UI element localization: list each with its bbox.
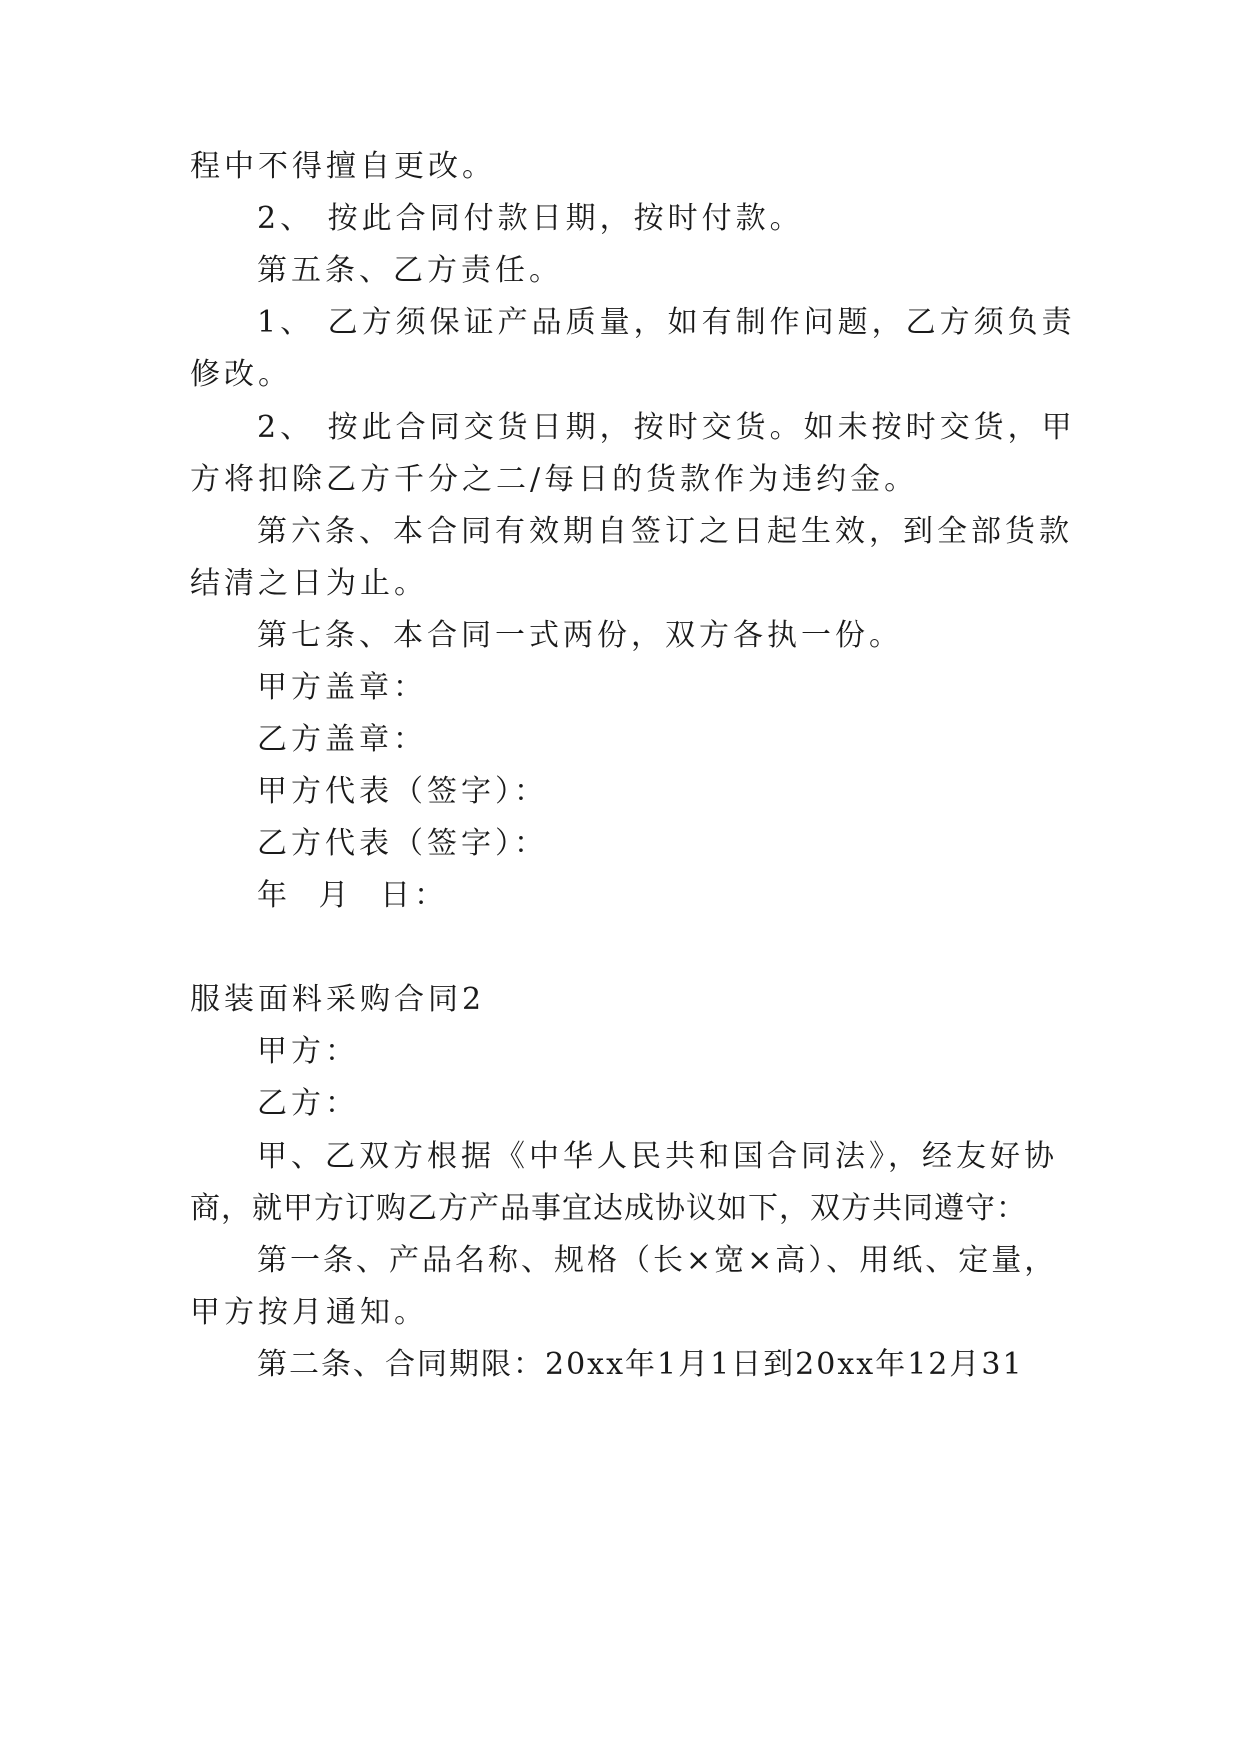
signature-field-label: 甲方盖章： — [257, 670, 427, 705]
paragraph-line: 1、 乙方须保证产品质量，如有制作问题，乙方须负责 — [257, 305, 1076, 340]
paragraph-line: 甲方按月通知。 — [190, 1295, 428, 1330]
signature-field-label: 乙方盖章： — [257, 722, 427, 757]
paragraph-line: 第六条、本合同有效期自签订之日起生效，到全部货款 — [257, 514, 1073, 549]
paragraph-line: 2、 按此合同付款日期，按时付款。 — [257, 201, 804, 236]
paragraph-line: 第二条、合同期限：20xx年1月1日到20xx年12月31 — [257, 1347, 1024, 1382]
party-label: 乙方： — [257, 1086, 359, 1121]
paragraph-line: 第一条、产品名称、规格（长×宽×高）、用纸、定量， — [257, 1243, 1058, 1278]
paragraph-line: 结清之日为止。 — [190, 566, 428, 601]
document-title: 服装面料采购合同2 — [190, 982, 486, 1017]
paragraph-line: 第七条、本合同一式两份，双方各执一份。 — [257, 618, 903, 653]
party-label: 甲方： — [257, 1034, 359, 1069]
paragraph-line: 修改。 — [190, 357, 292, 392]
date-field-label: 年 月 日： — [257, 878, 449, 913]
paragraph-line: 方将扣除乙方千分之二/每日的货款作为违约金。 — [190, 462, 919, 497]
signature-field-label: 甲方代表（签字）： — [257, 774, 548, 809]
paragraph-line: 2、 按此合同交货日期，按时交货。如未按时交货，甲 — [257, 410, 1076, 445]
signature-field-label: 乙方代表（签字）： — [257, 826, 548, 861]
section-heading: 第五条、乙方责任。 — [257, 253, 563, 288]
paragraph-line: 甲、乙双方根据《中华人民共和国合同法》，经友好协 — [257, 1139, 1058, 1174]
paragraph-line: 商，就甲方订购乙方产品事宜达成协议如下，双方共同遵守： — [190, 1191, 1027, 1226]
paragraph-line: 程中不得擅自更改。 — [190, 149, 496, 184]
